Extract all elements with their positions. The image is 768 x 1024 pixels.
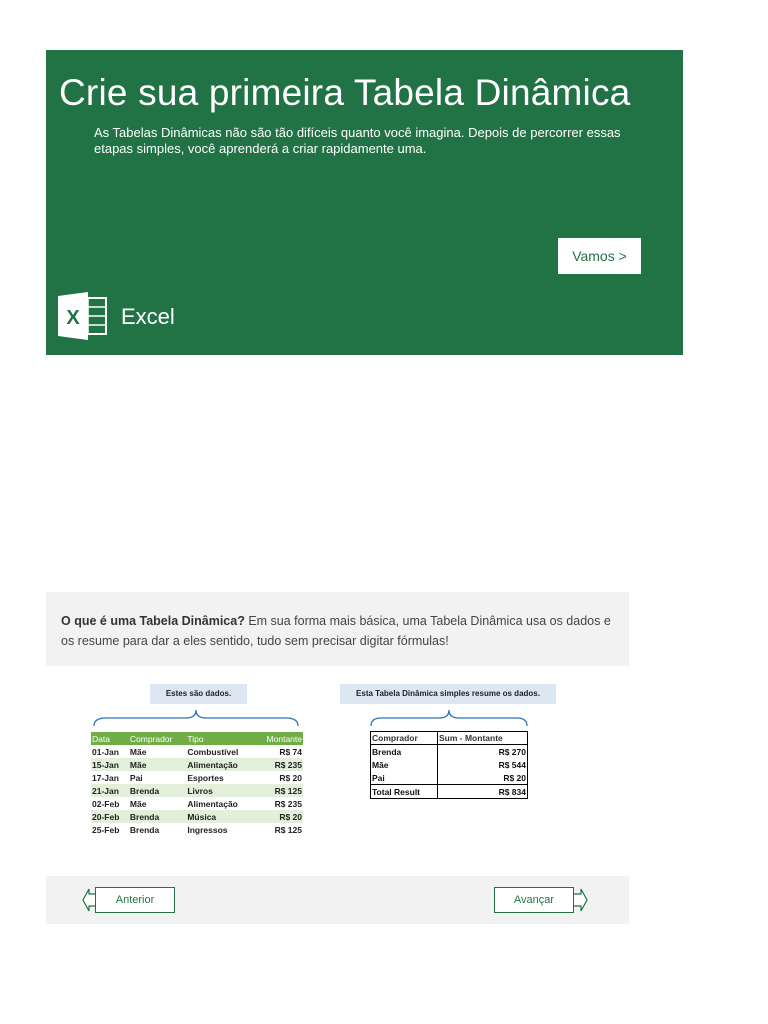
banner-description: As Tabelas Dinâmicas não são tão difíceis quanto você imagina. Depois de percorrer essas etapas simples, você aprenderá a criar rapidamente uma. [94, 125, 621, 156]
pivot-summary-table [370, 731, 528, 799]
intro-panel [46, 592, 629, 666]
table-cell: 15-Jan [91, 758, 129, 771]
table-cell: 21-Jan [91, 784, 129, 797]
table-row [91, 758, 303, 771]
arrow-right-icon [572, 888, 588, 912]
table-cell: R$ 125 [274, 824, 302, 835]
intro-question: O que é uma Tabela Dinâmica? [61, 614, 245, 628]
right-brace-icon [369, 708, 529, 728]
table-cell: 01-Jan [92, 746, 119, 757]
table-cell: Brenda [129, 810, 186, 823]
welcome-banner [46, 50, 683, 355]
table-cell: Alimentação [187, 798, 238, 809]
source-data-table [91, 732, 303, 836]
table-cell: Música [186, 810, 254, 823]
table-row [371, 745, 528, 759]
table-cell: Brenda [129, 824, 160, 835]
pivot-header-row [371, 732, 528, 745]
column-header: Sum - Montante [438, 732, 528, 745]
table-cell: Pai [371, 771, 438, 785]
banner-title: Crie sua primeira Tabela Dinâmica [59, 72, 631, 113]
table-cell: Mãe [129, 758, 186, 771]
table-cell: Mãe [129, 798, 147, 809]
table-row [91, 745, 303, 758]
app-name: Excel [121, 304, 175, 329]
table-cell: Alimentação [186, 758, 254, 771]
table-cell: 02-Feb [92, 798, 120, 809]
table-cell: R$ 834 [438, 785, 528, 799]
table-cell: Mãe [371, 758, 438, 771]
table-cell: Mãe [129, 746, 147, 757]
table-row [371, 758, 528, 771]
column-header: Comprador [129, 732, 186, 745]
table-cell: R$ 74 [279, 746, 302, 757]
table-cell: 25-Feb [92, 824, 120, 835]
logo-letter: X [66, 307, 80, 329]
previous-button[interactable]: Anterior [95, 887, 175, 913]
table-row [91, 784, 303, 797]
table-cell: R$ 235 [255, 758, 303, 771]
navigation-bar [46, 876, 629, 924]
table-cell: 17-Jan [92, 772, 119, 783]
table-cell: R$ 235 [274, 798, 302, 809]
pivot-callout: Esta Tabela Dinâmica simples resume os dados. [340, 684, 556, 704]
table-cell: R$ 20 [503, 772, 526, 783]
start-button[interactable]: Vamos > [558, 238, 641, 274]
intro-paragraph [61, 611, 621, 651]
table-cell: Livros [186, 784, 254, 797]
intro-text: Em sua forma mais básica, uma Tabela Dinâmica usa os dados e os resume para dar a eles sentido, tudo sem precisar digitar fórmulas! [61, 614, 611, 648]
table-row [371, 771, 528, 785]
table-row [91, 823, 303, 836]
table-row [91, 797, 303, 810]
table-cell: 20-Feb [91, 810, 129, 823]
column-header: Comprador [371, 732, 438, 745]
column-header: Data [91, 732, 129, 745]
table-cell: R$ 270 [498, 746, 526, 757]
table-cell: Ingressos [187, 824, 228, 835]
table-cell: R$ 125 [255, 784, 303, 797]
table-cell: Total Result [371, 785, 438, 799]
left-brace-icon [92, 708, 300, 728]
table-cell: R$ 20 [255, 810, 303, 823]
excel-logo-icon [56, 292, 110, 340]
table-cell: Brenda [371, 745, 438, 759]
table-cell: Esportes [187, 772, 224, 783]
total-row [371, 785, 528, 799]
table-row [91, 771, 303, 784]
column-header: Tipo [186, 732, 254, 745]
table-row [91, 810, 303, 823]
table-cell: R$ 544 [498, 759, 526, 770]
next-button[interactable]: Avançar [494, 887, 574, 913]
table-header-row [91, 732, 303, 745]
table-cell: Brenda [129, 784, 186, 797]
table-cell: Combustível [187, 746, 239, 757]
table-cell: R$ 20 [279, 772, 302, 783]
data-callout: Estes são dados. [150, 684, 247, 704]
column-header: Montante [255, 732, 303, 745]
table-cell: Pai [129, 772, 143, 783]
